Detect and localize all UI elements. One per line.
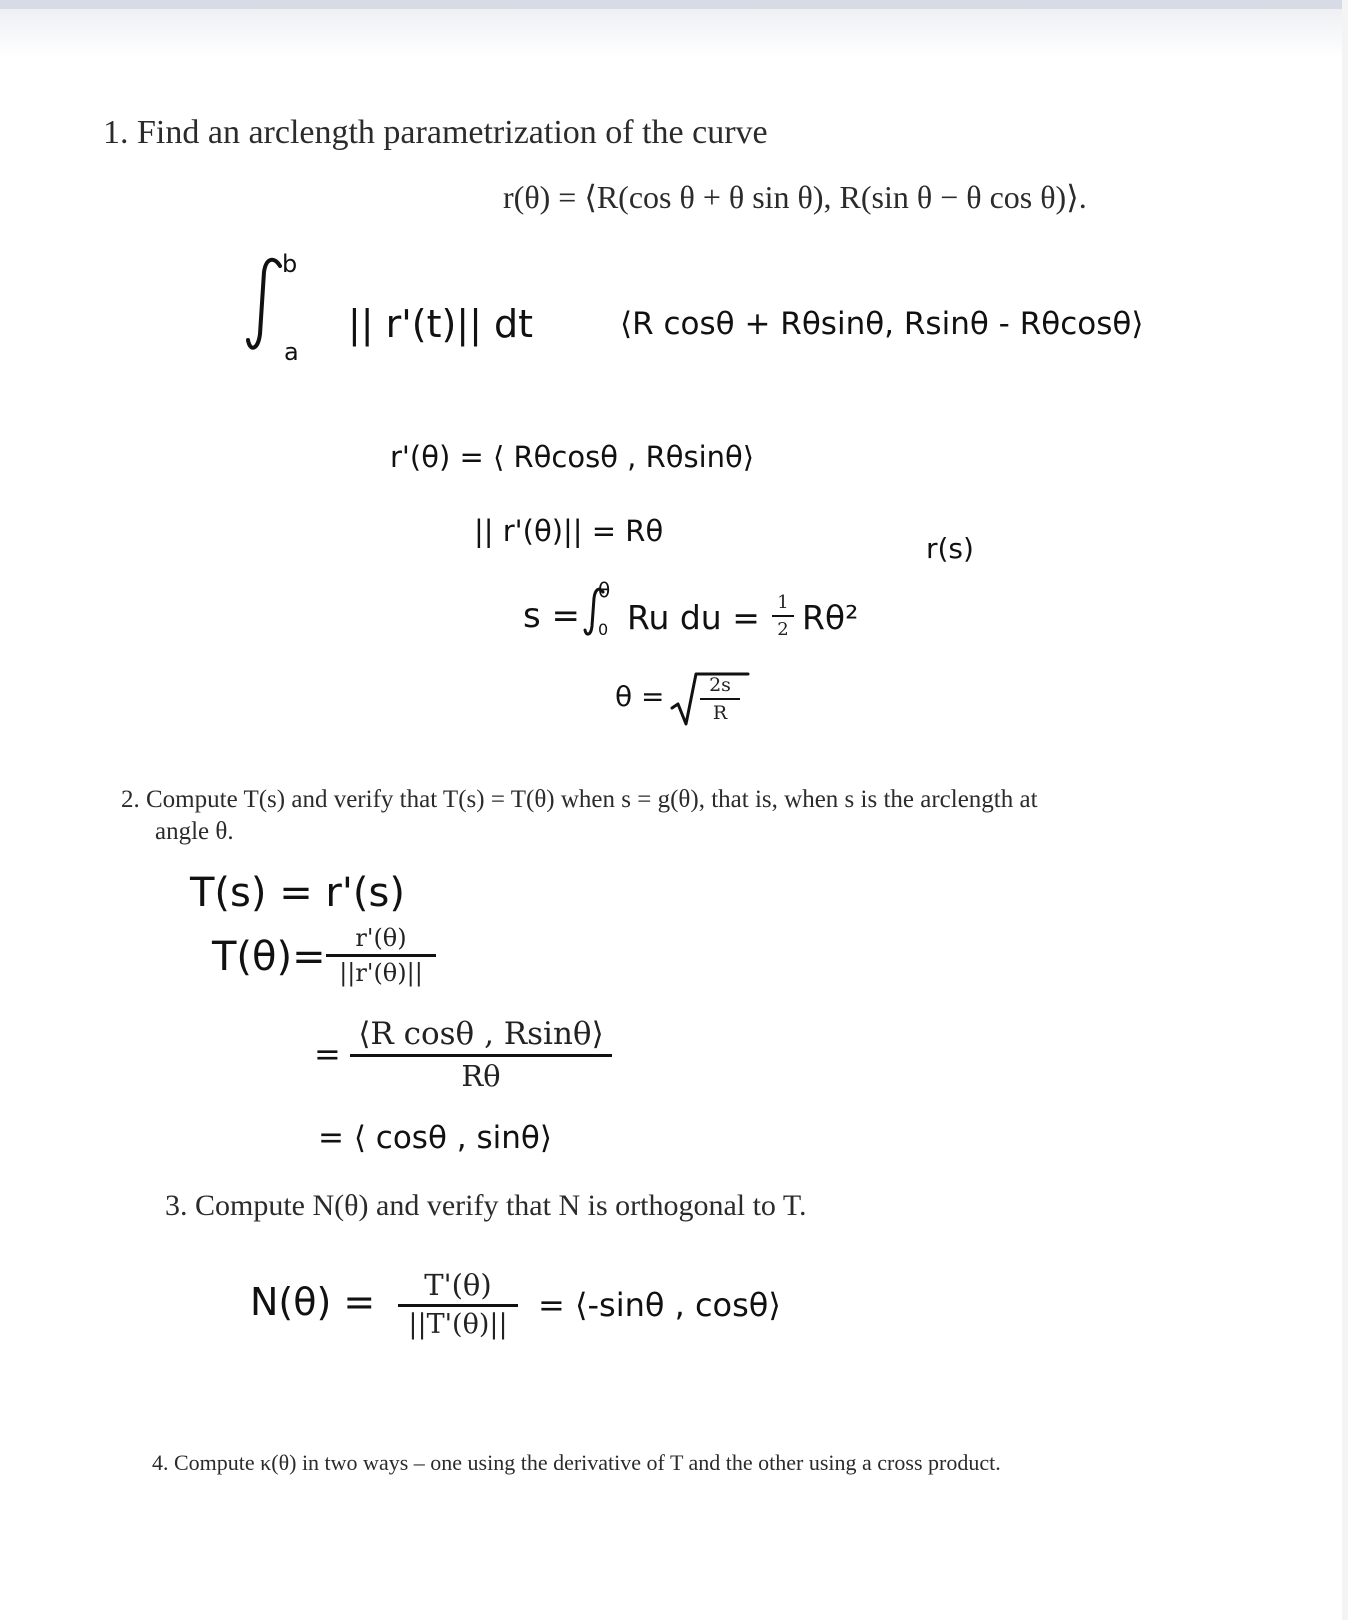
expanded-vector: ⟨R cosθ + Rθsinθ, Rsinθ - Rθcosθ⟩ (620, 306, 1144, 342)
theta-lhs: θ = (615, 680, 665, 713)
s-lhs: s = (523, 596, 581, 636)
problem-1-text: 1. Find an arclength parametrization of the curve (103, 114, 768, 151)
theta-fraction (700, 674, 740, 724)
problem-3-text: 3. Compute N(θ) and verify that N is orthogonal to T. (165, 1189, 807, 1222)
step1-bar (350, 1054, 612, 1057)
problem-2-line-2: angle θ. (155, 818, 234, 845)
integral-sign (246, 256, 286, 356)
theta-num: 2s (709, 674, 731, 696)
T-of-s: T(s) = r'(s) (190, 870, 405, 916)
N-bar (398, 1304, 518, 1307)
step1-fraction (350, 1016, 612, 1093)
N-den: ||T'(θ)|| (408, 1309, 508, 1340)
problem-2-line-1: 2. Compute T(s) and verify that T(s) = T(θ) when s = g(θ), that is, when s is the arclength at (121, 786, 1038, 813)
problem-1-equation: r(θ) = ⟨R(cos θ + θ sin θ), R(sin θ − θ cos θ)⟩. (503, 179, 1087, 215)
T-of-theta-lhs: T(θ)= (212, 934, 326, 980)
theta-bar (700, 698, 740, 700)
integral-upper-limit: b (282, 250, 298, 278)
integrand: || r'(t)|| dt (348, 302, 534, 346)
theta-den: R (712, 702, 728, 724)
top-shadow (0, 9, 1348, 59)
s-result: Rθ² (802, 598, 859, 637)
N-num: T'(θ) (424, 1268, 492, 1302)
step2: = ⟨ cosθ , sinθ⟩ (318, 1120, 552, 1156)
N-lhs: N(θ) = (250, 1280, 376, 1324)
step1-num: ⟨R cosθ , Rsinθ⟩ (358, 1016, 604, 1052)
one-half-fraction (772, 592, 794, 640)
N-fraction (398, 1268, 518, 1340)
T-of-theta-num: r'(θ) (355, 924, 407, 952)
r-of-s-note: r(s) (926, 532, 974, 565)
T-of-theta-fraction (326, 924, 436, 987)
step1-den: Rθ (461, 1059, 501, 1093)
T-of-theta-den: ||r'(θ)|| (339, 959, 423, 987)
top-border (0, 0, 1348, 9)
one-half-num: 1 (777, 592, 789, 613)
one-half-bar (772, 615, 794, 617)
problem-4-text: 4. Compute κ(θ) in two ways – one using the derivative of T and the other using a cross product. (152, 1450, 1001, 1475)
N-result: = ⟨-sinθ , cosθ⟩ (538, 1286, 781, 1324)
one-half-den: 2 (777, 619, 789, 640)
s-integral-lower: 0 (598, 620, 609, 639)
step1-eq: = (314, 1035, 341, 1073)
norm-line: || r'(θ)|| = Rθ (474, 514, 664, 548)
T-of-theta-bar (326, 954, 436, 957)
integral-lower-limit: a (284, 338, 299, 366)
derivative-line: r'(θ) = ⟨ Rθcosθ , Rθsinθ⟩ (390, 440, 755, 474)
s-integral-upper: θ (598, 578, 611, 602)
s-integrand: Ru du = (627, 598, 760, 637)
right-edge (1342, 0, 1348, 1620)
